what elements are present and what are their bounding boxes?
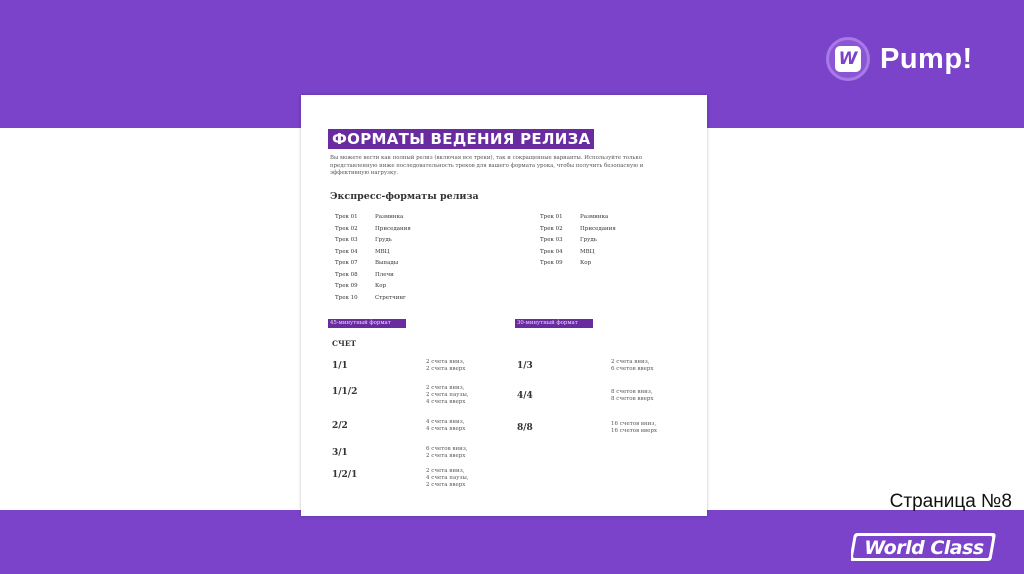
count-row <box>332 359 465 373</box>
count-row <box>332 385 469 407</box>
count-value: 1/1 <box>332 361 348 371</box>
express-formats-heading: Экспресс-форматы релиза <box>330 191 479 202</box>
track-number: Трек 03 <box>540 237 563 243</box>
track-row <box>335 283 411 295</box>
track-name: Приседания <box>375 225 411 232</box>
count-row <box>332 446 468 460</box>
track-name: Выпады <box>375 260 399 266</box>
track-name: Грудь <box>580 237 597 243</box>
count-description: 2 счета вниз, 2 счета паузы, 4 счета вверх <box>426 385 469 406</box>
count-description: 2 счета вниз, 2 счета вверх <box>426 359 466 373</box>
track-number: Трек 04 <box>540 248 563 255</box>
page-number-label: Страница №8 <box>889 491 1012 512</box>
count-row <box>517 389 654 403</box>
count-value: 2/2 <box>332 421 348 431</box>
track-row <box>540 214 616 226</box>
count-value: 8/8 <box>517 423 533 433</box>
track-name: Кор <box>580 260 592 266</box>
track-row <box>335 249 411 261</box>
track-number: Трек 02 <box>335 225 358 232</box>
track-row <box>540 249 616 261</box>
count-row <box>517 359 654 373</box>
track-number: Трек 01 <box>335 214 358 220</box>
count-value: 1/1/2 <box>332 387 358 397</box>
track-name: Плечи <box>375 271 394 278</box>
track-number: Трек 09 <box>335 283 358 289</box>
count-row <box>517 421 657 435</box>
world-class-logo-text: World Class <box>864 537 984 559</box>
track-row <box>335 272 411 284</box>
brand-badge-letter: W <box>835 46 861 72</box>
count-row <box>332 468 469 490</box>
count-row <box>332 419 465 433</box>
track-row <box>540 226 616 238</box>
track-row <box>540 237 616 249</box>
count-description: 16 счетов вниз, 16 счетов вверх <box>611 421 657 435</box>
track-name: Стретчинг <box>375 294 406 301</box>
count-description: 2 счета вниз, 6 счетов вверх <box>611 359 654 373</box>
track-number: Трек 03 <box>335 237 358 243</box>
count-heading: СЧЕТ <box>332 339 357 348</box>
count-description: 4 счета вниз, 4 счета вверх <box>426 419 466 433</box>
track-row <box>335 226 411 238</box>
track-row <box>335 214 411 226</box>
track-row <box>335 237 411 249</box>
track-name: Разминка <box>580 214 609 220</box>
count-description: 8 счетов вниз, 8 счетов вверх <box>611 389 654 403</box>
count-description: 2 счета вниз, 4 счета паузы, 2 счета вверх <box>426 468 469 489</box>
pump-brand <box>826 37 973 81</box>
brand-badge-icon <box>826 37 870 81</box>
track-name: Грудь <box>375 237 392 243</box>
document-title: ФОРМАТЫ ВЕДЕНИЯ РЕЛИЗА <box>328 129 594 149</box>
count-description: 6 счетов вниз, 2 счета вверх <box>426 446 468 460</box>
world-class-logo <box>851 528 1001 566</box>
document-page <box>301 95 707 516</box>
track-name: Разминка <box>375 214 404 220</box>
tracks-30-list <box>540 214 616 272</box>
count-value: 4/4 <box>517 391 533 401</box>
track-name: МВЦ <box>375 248 390 255</box>
track-number: Трек 08 <box>335 271 358 278</box>
track-number: Трек 09 <box>540 260 563 266</box>
track-number: Трек 01 <box>540 214 563 220</box>
tracks-45-list <box>335 214 411 306</box>
track-name: Приседания <box>580 225 616 232</box>
track-number: Трек 07 <box>335 260 358 266</box>
track-row <box>335 260 411 272</box>
track-row <box>540 260 616 272</box>
track-name: Кор <box>375 283 387 289</box>
track-number: Трек 02 <box>540 225 563 232</box>
format-30-tag: 30-минутный формат <box>515 319 593 328</box>
brand-name: Pump! <box>880 42 973 75</box>
format-45-tag: 45-минутный формат <box>328 319 406 328</box>
count-value: 1/2/1 <box>332 470 358 480</box>
track-number: Трек 04 <box>335 248 358 255</box>
track-row <box>335 295 411 307</box>
track-name: МВЦ <box>580 248 595 255</box>
count-value: 1/3 <box>517 361 533 371</box>
track-number: Трек 10 <box>335 294 358 301</box>
document-intro: Вы можете вести как полный релиз (включая все треки), так и сокращенные варианты. Используйте только представленную ниже последовательность треков для вашего формата урока, чтобы получить безопасную и эффективную нагрузку. <box>330 155 644 176</box>
count-value: 3/1 <box>332 448 348 458</box>
